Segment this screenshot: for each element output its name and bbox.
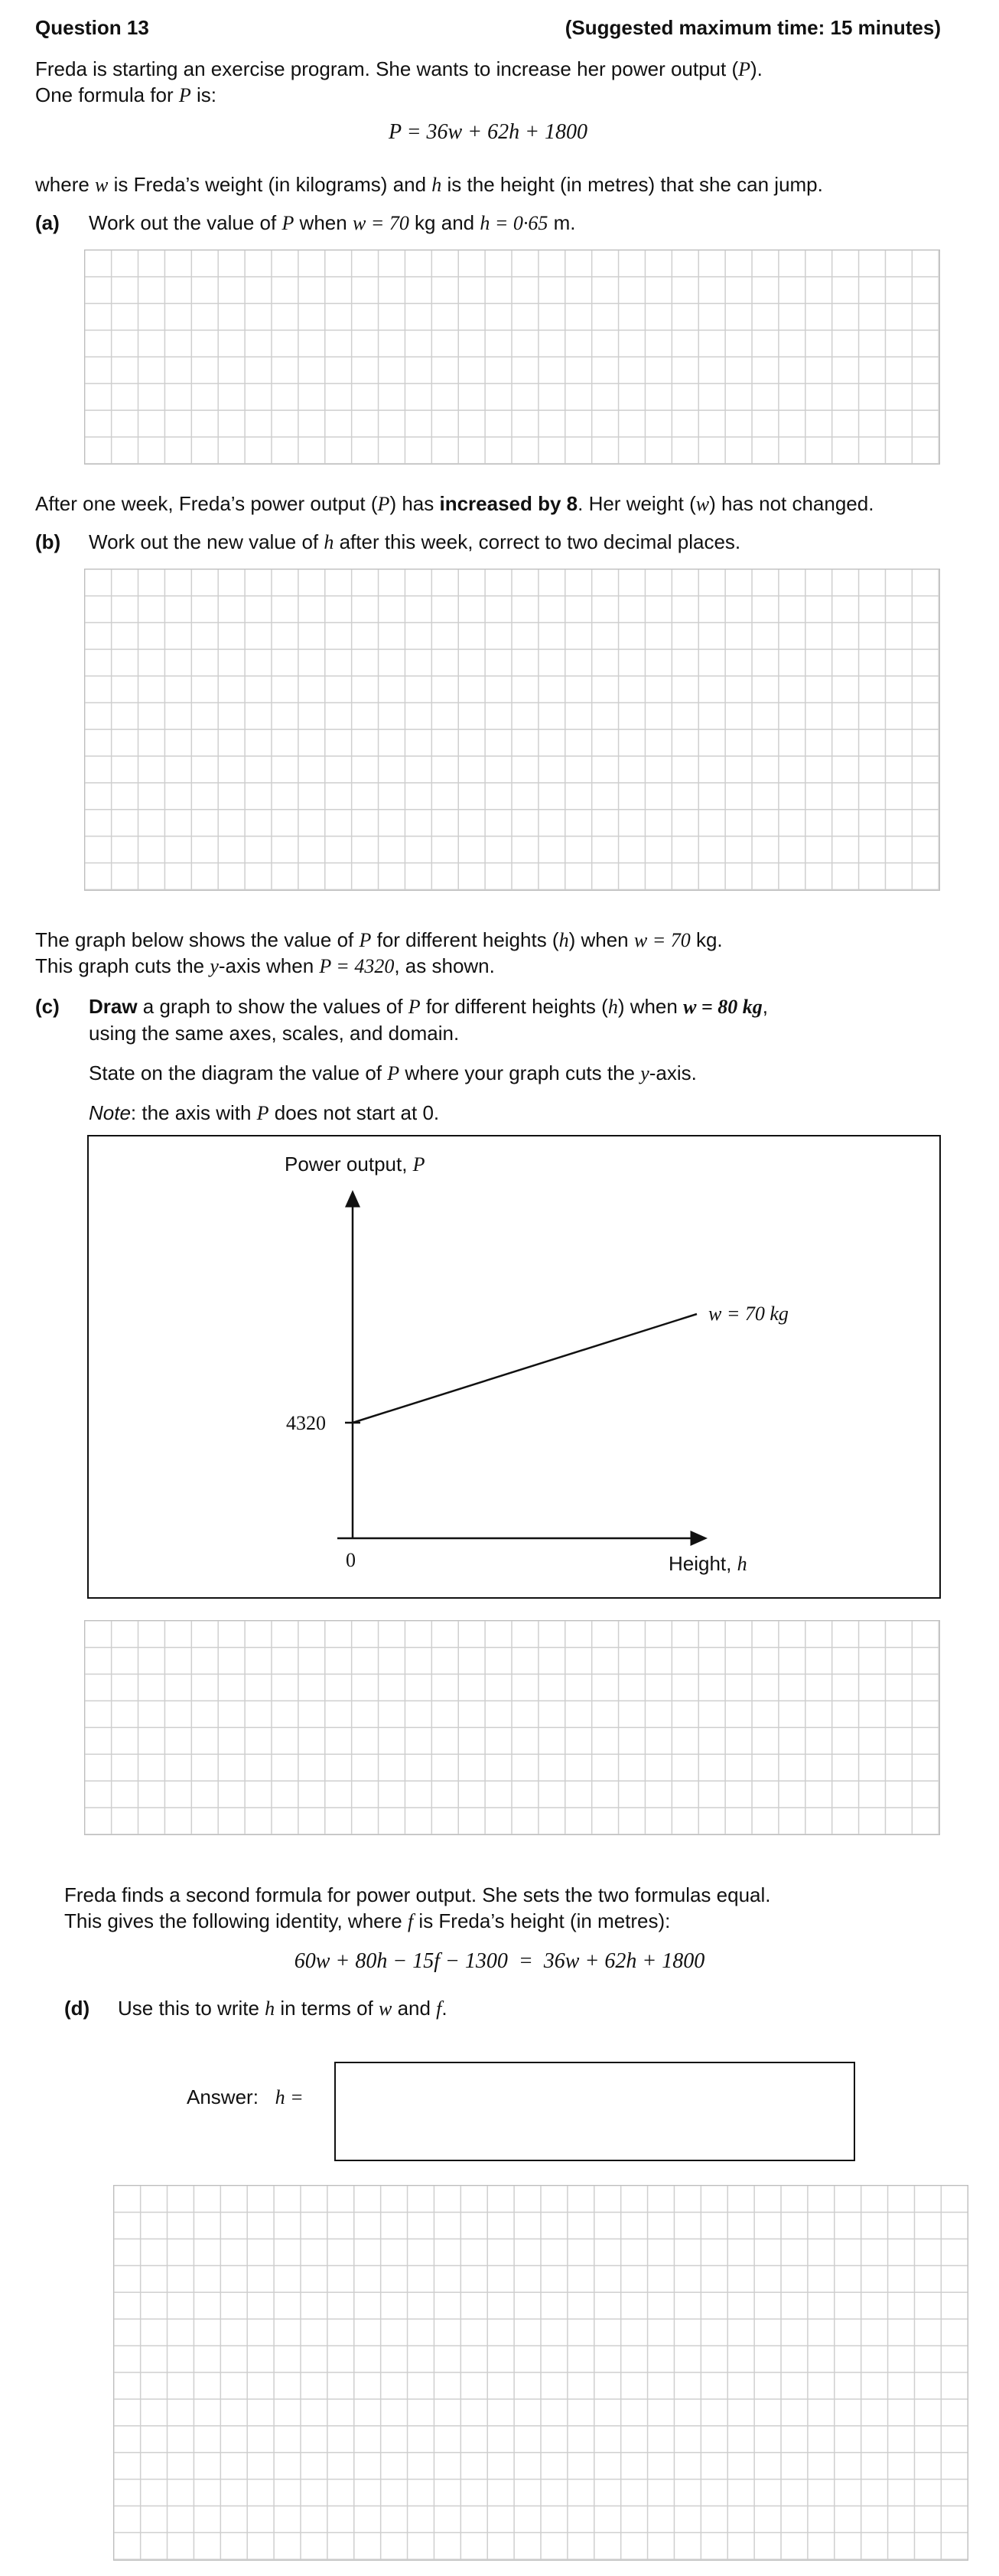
part-c-note: Note: the axis with P does not start at 0. — [89, 1101, 440, 1124]
part-c-question-1: (c) Draw a graph to show the values of P for different heights (h) when w = 80 kg, — [35, 995, 768, 1018]
part-d-question: (d) Use this to write h in terms of w and f. — [64, 1997, 447, 2020]
part-a-question: (a) Work out the value of P when w = 70 kg and h = 0·65 m. — [35, 211, 576, 234]
origin-label: 0 — [346, 1549, 356, 1571]
part-b-working-grid[interactable] — [84, 569, 940, 891]
part-a-working-grid[interactable] — [84, 249, 940, 465]
part-b-intro: After one week, Freda’s power output (P) has increased by 8. Her weight (w) has not changed. — [35, 492, 874, 515]
power-formula: P = 36w + 62h + 1800 — [389, 120, 587, 144]
series-label-w70: w = 70 kg — [708, 1303, 789, 1325]
part-d-working-grid[interactable] — [113, 2185, 968, 2561]
x-axis-label: Height, h — [669, 1552, 747, 1575]
variables-description: where w is Freda’s weight (in kilograms) and h is the height (in metres) that she can jump. — [35, 173, 823, 196]
part-c-working-grid[interactable] — [84, 1620, 940, 1835]
identity-formula: 60w + 80h − 15f − 1300 = 36w + 62h + 1800 — [294, 1949, 705, 1973]
part-c-intro-2: This graph cuts the y-axis when P = 4320, as shown. — [35, 954, 495, 977]
graph-diagram[interactable] — [87, 1135, 941, 1599]
part-b-question: (b) Work out the new value of h after this week, correct to two decimal places. — [35, 530, 741, 553]
question-number: Question 13 — [35, 16, 149, 39]
part-c-question-2: using the same axes, scales, and domain. — [89, 1022, 460, 1045]
intro-line-2: One formula for P is: — [35, 83, 216, 106]
part-d-intro-2: This gives the following identity, where f is Freda’s height (in metres): — [64, 1909, 671, 1932]
suggested-time: (Suggested maximum time: 15 minutes) — [565, 16, 941, 39]
answer-label: Answer: h = — [187, 2085, 304, 2108]
y-intercept-label: 4320 — [286, 1412, 326, 1434]
series-line-w70 — [353, 1314, 697, 1423]
graph-svg — [89, 1136, 939, 1596]
answer-box[interactable] — [334, 2062, 855, 2161]
part-c-question-3: State on the diagram the value of P where your graph cuts the y-axis. — [89, 1061, 697, 1084]
intro-line-1: Freda is starting an exercise program. She wants to increase her power output (P). — [35, 57, 763, 80]
part-c-intro-1: The graph below shows the value of P for different heights (h) when w = 70 kg. — [35, 928, 723, 951]
part-d-intro-1: Freda finds a second formula for power output. She sets the two formulas equal. — [64, 1883, 771, 1906]
y-axis-label: Power output, P — [285, 1153, 425, 1176]
